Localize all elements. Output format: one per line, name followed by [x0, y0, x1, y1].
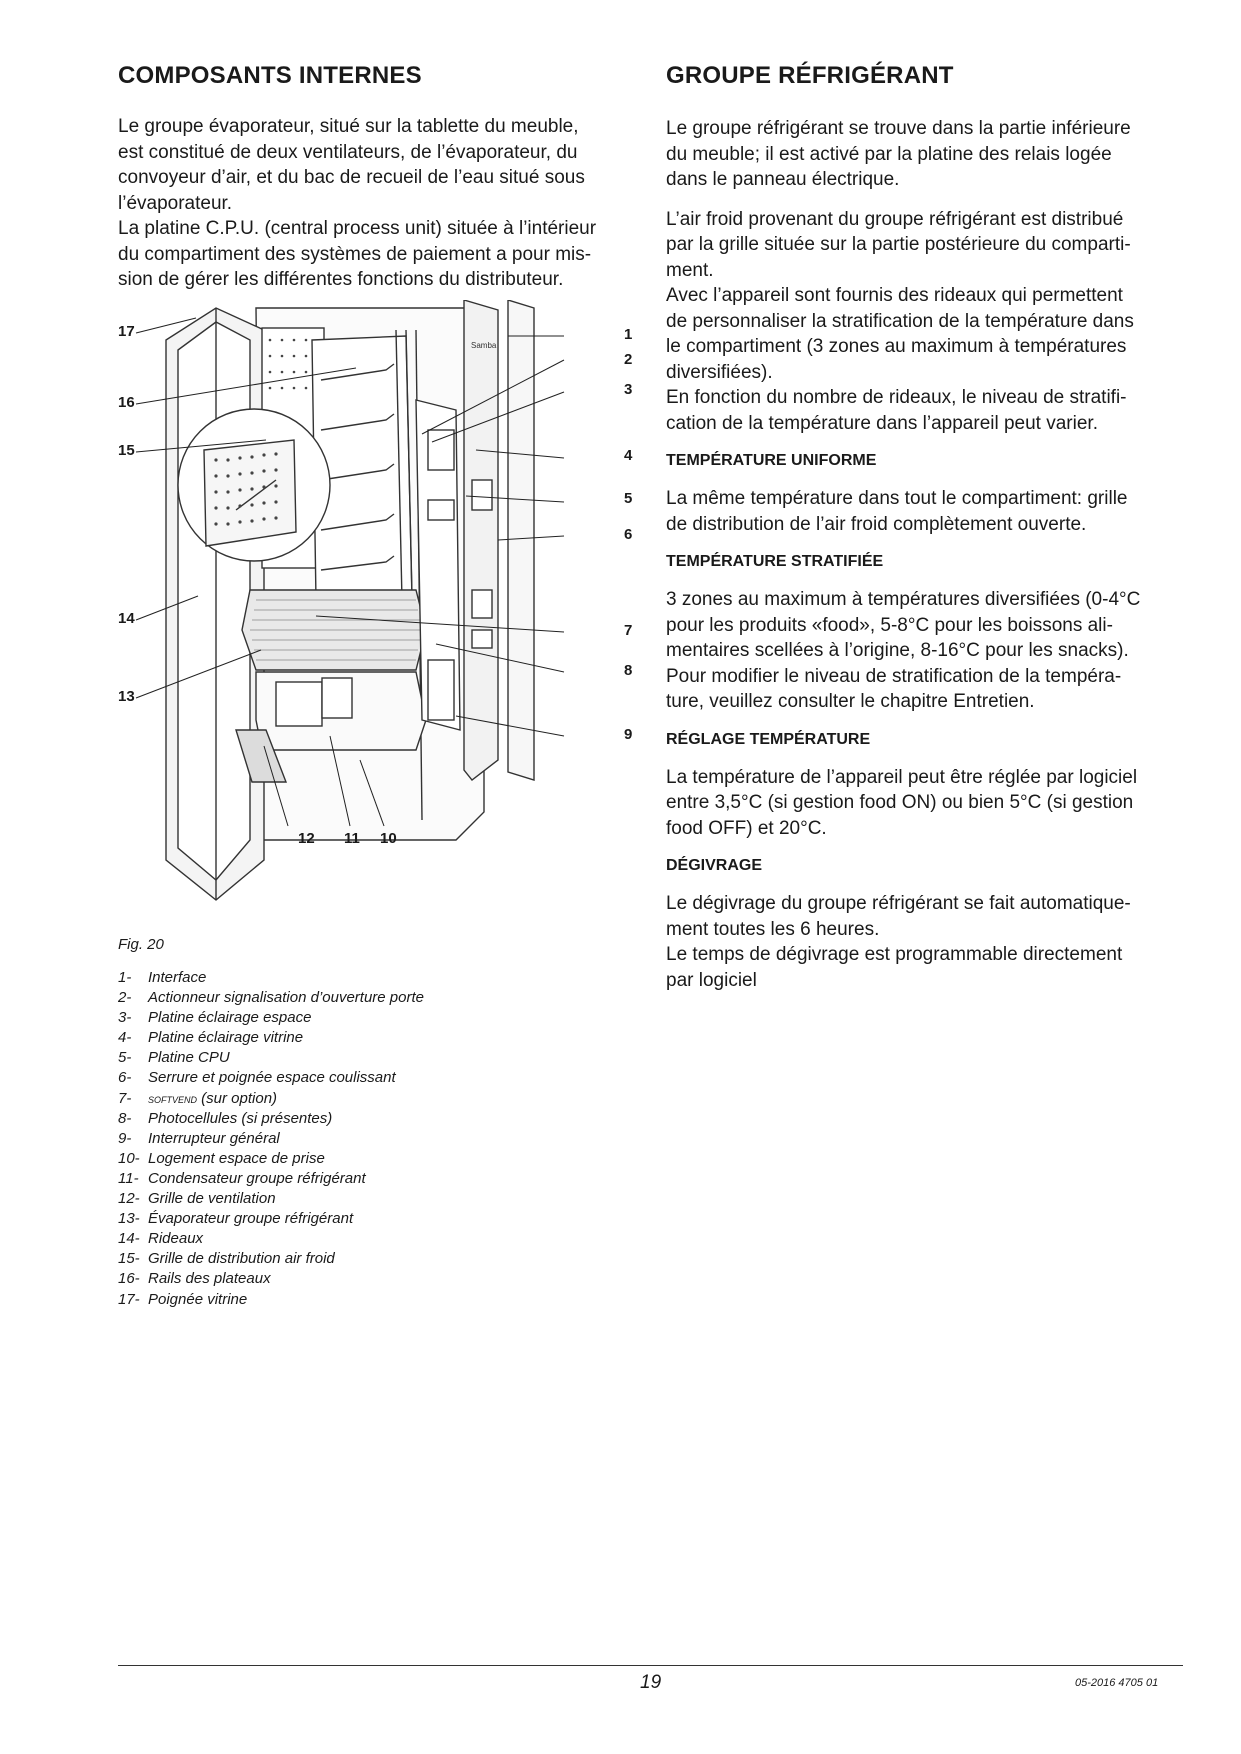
footer-divider — [118, 1665, 1183, 1666]
text-line: food OFF) et 20°C. — [666, 817, 827, 839]
callout-7: 7 — [624, 622, 633, 639]
text-line: Pour modifier le niveau de stratification de la tempéra- — [666, 665, 1122, 687]
callout-1: 1 — [624, 326, 633, 343]
legend-item — [118, 1189, 618, 1209]
subheading-stratified-temperature: TEMPÉRATURE STRATIFIÉE — [666, 553, 884, 570]
refrigeration-intro-paragraph — [666, 116, 1181, 193]
subheading-uniform-temperature: TEMPÉRATURE UNIFORME — [666, 452, 877, 469]
subheading-temperature-setting: RÉGLAGE TEMPÉRATURE — [666, 730, 871, 748]
callout-16: 16 — [118, 394, 135, 411]
legend-text: Grille de distribution air froid — [148, 1250, 335, 1268]
legend-item — [118, 1269, 618, 1289]
temperature-setting-paragraph — [666, 765, 1181, 842]
text-line: Avec l’appareil sont fournis des rideaux qui permettent — [666, 285, 1123, 306]
legend-number: 17- — [118, 1290, 140, 1308]
legend-text: Rideaux — [148, 1230, 204, 1248]
legend-item — [118, 1149, 618, 1169]
legend-item — [118, 988, 618, 1008]
callout-9: 9 — [624, 726, 633, 743]
machine-diagram — [116, 300, 636, 925]
text-line: de personnaliser la stratification de la température dans — [666, 310, 1134, 332]
legend-item — [118, 1048, 618, 1068]
section-heading-refrigeration-unit: GROUPE RÉFRIGÉRANT — [666, 62, 954, 89]
text-line: de distribution de l’air froid complètement ouverte. — [666, 513, 1087, 535]
vending-machine-illustration — [116, 300, 636, 925]
subheading-defrosting: DÉGIVRAGE — [666, 857, 763, 874]
legend-text: Rails des plateaux — [148, 1270, 271, 1288]
brand-label: Samba — [471, 341, 497, 350]
text-line: ture, veuillez consulter le chapitre Entretien. — [666, 691, 1035, 712]
callout-14: 14 — [118, 610, 135, 627]
legend-number: 5- — [118, 1049, 132, 1067]
text-line: diversifiées). — [666, 361, 773, 383]
legend-text-smallcaps: softvend — [148, 1090, 198, 1106]
figure-caption: Fig. 20 — [118, 936, 164, 953]
legend-number: 14- — [118, 1230, 140, 1248]
text-line: entre 3,5°C (si gestion food ON) ou bien 5°C (si gestion — [666, 792, 1134, 813]
legend-number: 4- — [118, 1029, 132, 1047]
text-line: L’air froid provenant du groupe réfrigérant est distribué — [666, 208, 1124, 230]
text-line: par la grille située sur la partie postérieure du comparti- — [666, 234, 1131, 255]
text-line: pour les produits «food», 5-8°C pour les boissons ali- — [666, 614, 1113, 636]
legend-item — [118, 1209, 618, 1229]
callout-10: 10 — [380, 830, 397, 847]
callout-4: 4 — [624, 447, 633, 464]
legend-number: 11- — [118, 1169, 139, 1187]
legend-number: 6- — [118, 1069, 132, 1087]
legend-number: 9- — [118, 1129, 132, 1147]
text-line: En fonction du nombre de rideaux, le niveau de stratifi- — [666, 387, 1127, 408]
document-code: 05-2016 4705 01 — [1075, 1677, 1159, 1689]
callout-8: 8 — [624, 662, 633, 679]
legend-item — [118, 1290, 618, 1310]
legend-number: 12- — [118, 1190, 140, 1208]
defrosting-paragraph — [666, 891, 1181, 993]
callout-6: 6 — [624, 526, 633, 543]
legend-number: 13- — [118, 1210, 140, 1228]
text-line: du compartiment des systèmes de paiement a pour mis- — [118, 243, 592, 265]
legend-number: 15- — [118, 1250, 140, 1268]
legend-item — [118, 1068, 618, 1088]
callout-12: 12 — [298, 830, 315, 847]
text-line: ment toutes les 6 heures. — [666, 918, 880, 940]
legend-number: 3- — [118, 1009, 132, 1027]
figure-legend — [118, 968, 618, 1310]
legend-text: Logement espace de prise — [148, 1149, 325, 1167]
text-line: sion de gérer les différentes fonctions du distributeur. — [118, 269, 564, 290]
legend-text: Condensateur groupe réfrigérant — [148, 1169, 366, 1187]
legend-item — [118, 1249, 618, 1269]
legend-item — [118, 1129, 618, 1149]
text-line: dans le panneau électrique. — [666, 169, 900, 190]
legend-item — [118, 1109, 618, 1129]
uniform-temperature-paragraph — [666, 486, 1181, 537]
legend-text: Platine éclairage vitrine — [148, 1029, 304, 1047]
right-column — [666, 60, 1181, 1007]
legend-item — [118, 968, 618, 988]
text-line: ment. — [666, 259, 714, 281]
legend-text: (sur option) — [197, 1089, 278, 1107]
legend-number: 16- — [118, 1270, 140, 1288]
legend-number: 1- — [118, 969, 132, 986]
air-distribution-paragraph — [666, 207, 1181, 437]
legend-text: Évaporateur groupe réfrigérant — [148, 1210, 354, 1228]
legend-item — [118, 1089, 618, 1109]
text-line: est constitué de deux ventilateurs, de l’évaporateur, du — [118, 141, 578, 163]
internal-components-paragraph — [118, 114, 638, 293]
text-line: le compartiment (3 zones au maximum à températures — [666, 336, 1127, 357]
legend-number: 8- — [118, 1109, 132, 1127]
legend-item — [118, 1028, 618, 1048]
text-line: par logiciel — [666, 969, 757, 991]
callout-3: 3 — [624, 381, 633, 398]
callout-11: 11 — [344, 830, 360, 847]
legend-text: Poignée vitrine — [148, 1290, 248, 1308]
text-line: cation de la température dans l’appareil peut varier. — [666, 412, 1098, 434]
legend-item — [118, 1008, 618, 1028]
stratified-temperature-paragraph — [666, 587, 1181, 715]
text-line: Le dégivrage du groupe réfrigérant se fait automatique- — [666, 893, 1131, 914]
text-line: l’évaporateur. — [118, 192, 233, 214]
callout-2: 2 — [624, 351, 633, 368]
section-heading-internal-components: COMPOSANTS INTERNES — [118, 62, 422, 89]
callout-13: 13 — [118, 688, 135, 705]
legend-text: Platine CPU — [148, 1049, 230, 1067]
legend-text: Actionneur signalisation d’ouverture porte — [148, 989, 424, 1007]
text-line: 3 zones au maximum à températures diversifiées (0-4°C — [666, 589, 1141, 610]
text-line: La température de l’appareil peut être réglée par logiciel — [666, 766, 1138, 788]
text-line: La même température dans tout le compartiment: grille — [666, 488, 1128, 509]
callout-17: 17 — [118, 323, 135, 340]
legend-item — [118, 1229, 618, 1249]
text-line: Le groupe évaporateur, situé sur la tablette du meuble, — [118, 116, 579, 137]
text-line: La platine C.P.U. (central process unit) située à l’intérieur — [118, 218, 597, 239]
text-line: Le groupe réfrigérant se trouve dans la partie inférieure — [666, 118, 1131, 139]
text-line: du meuble; il est activé par la platine des relais logée — [666, 143, 1112, 165]
text-line: mentaires scellées à l’origine, 8-16°C pour les snacks). — [666, 640, 1129, 661]
text-line: Le temps de dégivrage est programmable directement — [666, 944, 1123, 965]
legend-text: Platine éclairage espace — [148, 1009, 312, 1027]
left-column — [118, 60, 638, 293]
page-number: 19 — [640, 1672, 662, 1693]
legend-number: 7- — [118, 1089, 132, 1107]
callout-5: 5 — [624, 490, 633, 507]
legend-text: Interface — [148, 969, 207, 986]
legend-number: 10- — [118, 1149, 140, 1167]
legend-item — [118, 1169, 618, 1189]
legend-text: Photocellules (si présentes) — [148, 1109, 333, 1127]
legend-number: 2- — [118, 989, 132, 1007]
text-line: convoyeur d’air, et du bac de recueil de l’eau situé sous — [118, 167, 585, 188]
legend-text: Grille de ventilation — [148, 1190, 276, 1208]
callout-15: 15 — [118, 442, 135, 459]
legend-text: Serrure et poignée espace coulissant — [148, 1069, 396, 1087]
legend-text: Interrupteur général — [148, 1129, 280, 1147]
